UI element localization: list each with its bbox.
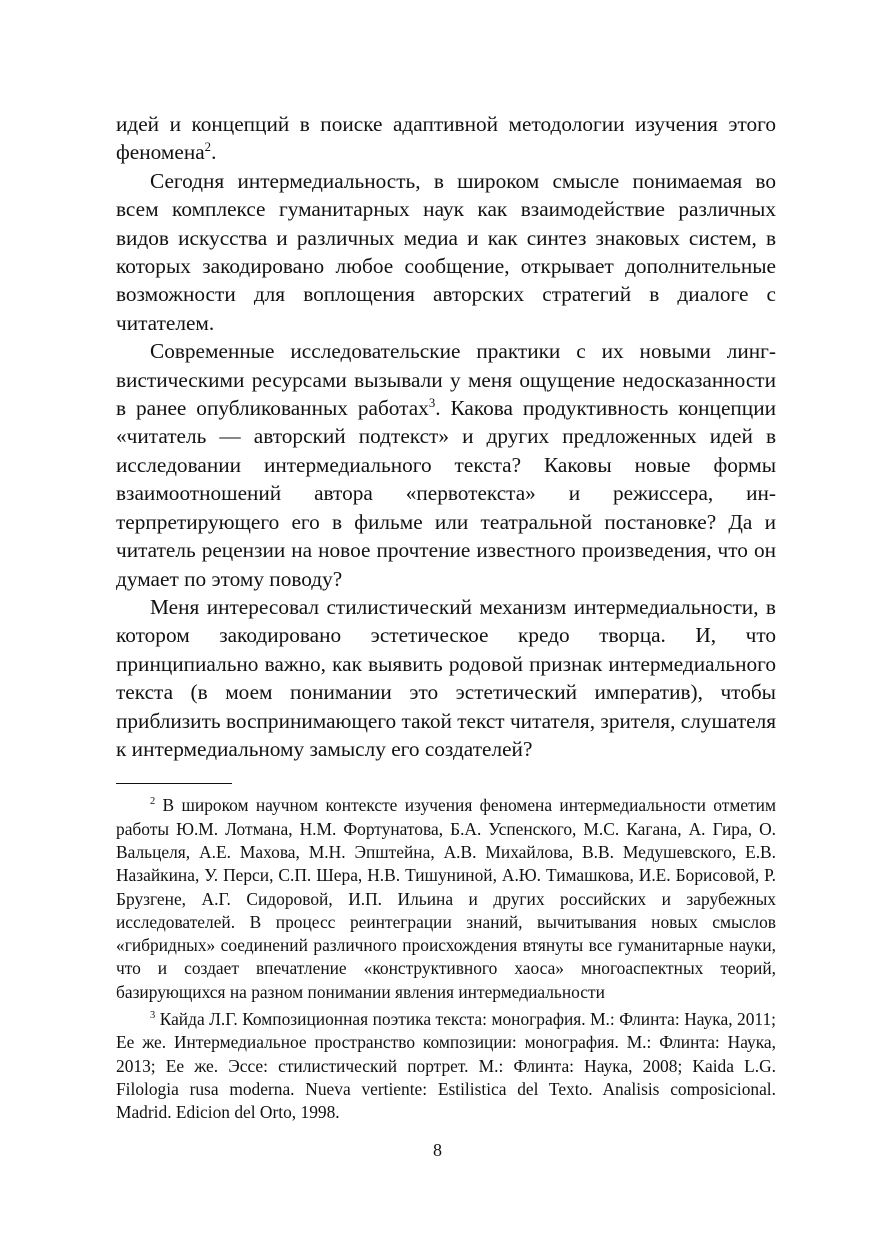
footnote-2: [116, 794, 776, 1004]
footnotes: [116, 794, 776, 1124]
paragraph-1-text: идей и концепций в поиске адаптивной методологии изучения этого феномена: [116, 112, 776, 165]
footnote-2-marker: 2: [150, 796, 156, 808]
footnote-3: [116, 1008, 776, 1124]
footnote-3-text: Кайда Л.Г. Композиционная поэтика текста: монография. М.: Флинта: Наука, 2011; Ее же. Интермедиальное пространство композиции: монография. М.: Флинта: Наука, 2013; Ее же. Эссе: стилистический портрет. М.: Флинта: Наука, 2008; Kaida L.G. Filologia rusa moderna. Nueva vertiente: Estilistica del Texto. Analisis composicional. Madrid. Edicion del Orto, 1998.: [116, 1009, 776, 1123]
paragraph-3: [116, 337, 776, 593]
footnote-3-marker: 3: [150, 1010, 156, 1022]
paragraph-3-text-before: Современные исследовательские практики с их новыми лингвистическими ресурсами вызывали у меня ощущение недосказанности в ранее опубликованных работах: [116, 339, 776, 421]
page-number: 8: [433, 1140, 442, 1160]
paragraph-1: [116, 110, 776, 167]
footnote-ref-3[interactable]: 3: [428, 395, 436, 410]
paragraph-3-text-after: . Какова продуктивность концепции «читатель — авторский подтекст» и других предложенных идей в исследовании интермедиального текста? Каковы новые формы взаимоотношений автора «первотекста» и режиссера, интерпретирующего его в фильме или театральной постановке? Да и читатель рецензии на новое прочтение известного произведения, что он думает по этому поводу?: [116, 396, 776, 591]
footnote-divider: [116, 783, 232, 784]
footnote-2-text: В широком научном контексте изучения феномена интермедиальности отметим работы Ю.М. Лотмана, Н.М. Фортунатова, Б.А. Успенского, М.С. Кагана, А. Гира, О. Вальцеля, А.Е. Махова, М.Н. Эпштейна, А.В. Михайлова, В.В. Медушевского, Е.В. Назайкина, У. Перси, С.П. Шера, Н.В. Тишуниной, А.Ю. Тимашкова, И.Е. Борисовой, Р. Брузгене, А.Г. Сидоровой, И.П. Ильина и других российских и зарубежных исследователей. В процесс реинтеграции знаний, вычитывания новых смыслов «гибридных» соединений различного происхождения втянуты все гуманитарные науки, что и создает впечатление «конструктивного хаоса» многоаспектных теорий, базирующихся на разном понимании явления интермедиальности: [116, 795, 776, 1002]
footnote-ref-2[interactable]: 2: [204, 140, 212, 155]
paragraph-4: Меня интересовал стилистический механизм интермедиальности, в котором закодировано эстетическое кредо творца. И, что принципиально важно, как выявить родовой признак интермедиального текста (в моем понимании это эстетический императив), чтобы приблизить воспринимающего такой текст читателя, зрителя, слушателя к интермедиальному замыслу его создателей?: [116, 594, 776, 761]
paragraph-2: Сегодня интермедиальность, в широком смысле понимаемая во всем комплексе гуманитарных наук как взаимодействие различных видов искусства и различных медиа и как синтез знаковых систем, в которых закодировано любое сообщение, открывает дополнительные возможности для воплощения авторских стратегий в диалоге с читателем.: [116, 168, 776, 335]
paragraph-1-tail: .: [211, 140, 217, 165]
page-content: [116, 110, 776, 1125]
main-text: [116, 110, 776, 763]
